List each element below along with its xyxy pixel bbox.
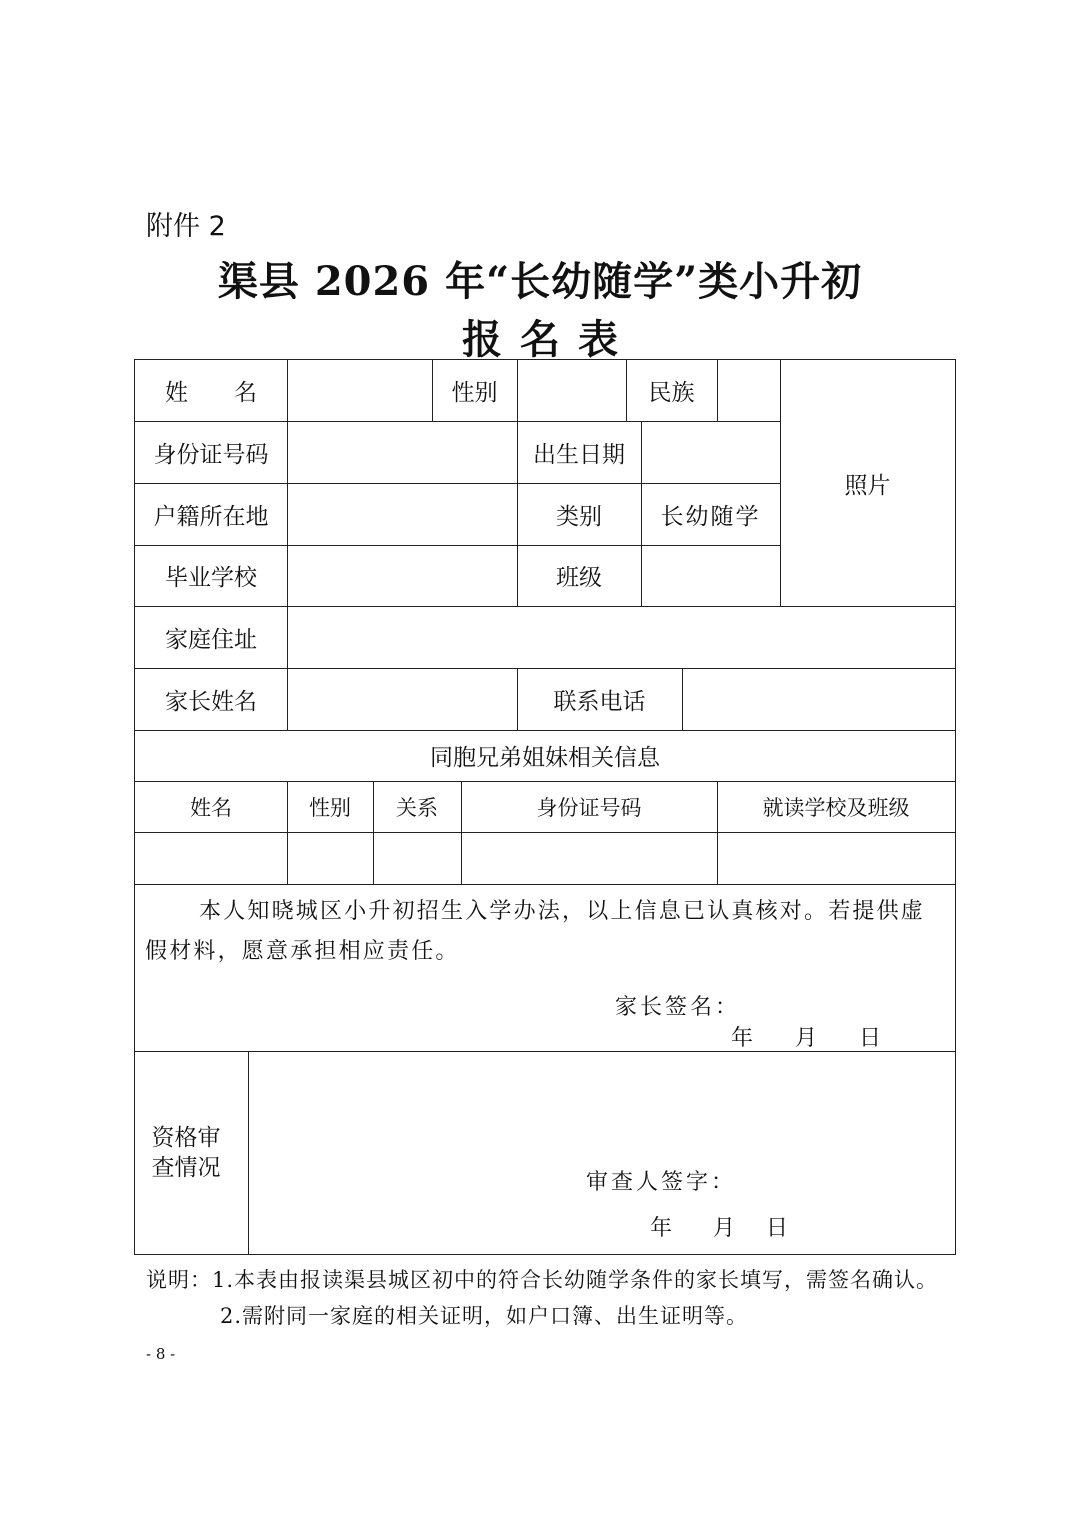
sibling-col-school: 就读学校及班级 [762,795,910,820]
name-field[interactable] [287,360,432,421]
phone-label: 联系电话 [553,688,646,715]
category-value: 长幼随学 [660,503,761,530]
form-subtitle: 报名表 [462,316,636,363]
gender-label: 性别 [451,380,498,406]
hukou-field[interactable] [287,483,517,545]
gender-field[interactable] [517,360,626,421]
sibling-col-name: 姓名 [190,795,232,820]
siblings-header: 同胞兄弟姐妹相关信息 [430,745,660,771]
sibling-col-relation: 关系 [396,795,438,820]
registration-form-table [134,359,956,1255]
sibling-gender-field[interactable] [287,832,373,884]
review-date-month: 月 [713,1216,739,1241]
review-date-day: 日 [766,1216,792,1241]
parent-date-day: 日 [859,1026,885,1051]
class-field[interactable] [641,545,780,606]
attachment-label: 附件 2 [146,211,226,242]
sibling-relation-field[interactable] [373,832,461,884]
parent-name-label: 家长姓名 [165,688,257,715]
address-label: 家庭住址 [165,626,257,653]
parent-signature-label: 家长签名： [615,995,741,1020]
hukou-label: 户籍所在地 [153,503,269,530]
sibling-school-field[interactable] [717,832,955,884]
birth-date-field[interactable] [641,421,780,483]
school-field[interactable] [287,545,517,606]
review-date-year: 年 [650,1216,676,1241]
declaration-section [135,884,955,1051]
sibling-name-field[interactable] [135,832,287,884]
phone-field[interactable] [682,668,955,730]
parent-name-field[interactable] [287,668,517,730]
note-line-1: 说明：1.本表由报读渠县城区初中的符合长幼随学条件的家长填写，需签名确认。 [146,1268,939,1292]
id-number-label: 身份证号码 [153,441,269,468]
name-label: 姓 名 [165,380,257,406]
sibling-col-id: 身份证号码 [536,795,642,820]
reviewer-signature-label: 审查人签字： [586,1170,737,1195]
id-number-field[interactable] [287,421,517,483]
parent-date-month: 月 [795,1026,821,1051]
page-number: - 8 - [146,1345,176,1363]
category-label: 类别 [556,503,602,530]
note-line-2: 2.需附同一家庭的相关证明，如户口簿、出生证明等。 [220,1304,749,1328]
review-content-cell[interactable] [248,1051,955,1255]
review-label-cell [135,1051,248,1255]
school-label: 毕业学校 [165,565,257,591]
photo-box[interactable]: 照片 [844,472,891,499]
ethnicity-field[interactable] [717,360,780,421]
sibling-col-gender: 性别 [309,795,351,820]
class-label: 班级 [556,565,602,591]
address-field[interactable] [287,606,955,668]
form-title: 渠县 2026 年“长幼随学”类小升初 [217,258,863,305]
sibling-id-field[interactable] [461,832,717,884]
ethnicity-label: 民族 [648,380,695,406]
parent-date-year: 年 [731,1026,757,1051]
declaration-text: 本人知晓城区小升初招生入学办法，以上信息已认真核对。若提供虚假材料，愿意承担相应责任。 [145,899,926,964]
birth-date-label: 出生日期 [533,441,625,468]
review-label: 资格审查情况 [151,1125,221,1181]
